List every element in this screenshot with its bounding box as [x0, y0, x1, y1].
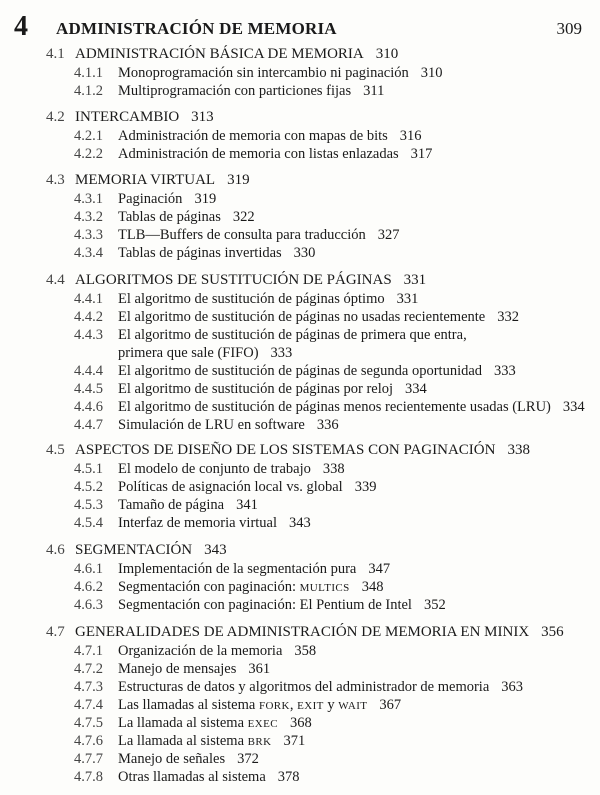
subsection-number: 4.4.2 [74, 309, 103, 325]
subsection-title-wrap [118, 416, 339, 434]
subsection-title-wrap [118, 514, 311, 532]
section-number: 4.2 [46, 109, 65, 125]
section-title: MEMORIA VIRTUAL [75, 172, 216, 188]
subsection-number: 4.7.2 [74, 661, 103, 677]
subsection-title-wrap [118, 750, 259, 768]
subsection-number: 4.5.3 [74, 497, 103, 513]
subsection-number: 4.6.3 [74, 597, 103, 613]
toc-subsection-entry[interactable] [0, 514, 600, 532]
subsection-number: 4.4.1 [74, 291, 103, 307]
section-title-wrap [75, 270, 426, 290]
toc-subsection-entry[interactable] [0, 82, 600, 100]
toc-section [0, 107, 600, 163]
subsection-title: Simulación de LRU en software [118, 417, 305, 433]
subsection-page-number: 317 [410, 146, 433, 162]
subsection-number: 4.1.2 [74, 83, 103, 99]
subsection-title-wrap [118, 768, 300, 786]
section-page-number: 319 [227, 172, 250, 188]
subsection-title-wrap [118, 190, 216, 208]
section-title: ADMINISTRACIÓN BÁSICA DE MEMORIA [75, 46, 364, 62]
subsection-number: 4.3.2 [74, 209, 103, 225]
small-caps-term: MULTICS [299, 582, 350, 594]
subsection-title: Segmentación con paginación: El Pentium de Intel [118, 597, 412, 613]
subsection-number: 4.2.2 [74, 146, 103, 162]
toc-section-entry[interactable] [0, 540, 600, 560]
subsection-number: 4.5.4 [74, 515, 103, 531]
subsection-number: 4.7.6 [74, 733, 103, 749]
section-number: 4.3 [46, 172, 65, 188]
subsection-page-number: 334 [405, 381, 427, 397]
chapter-number: 4 [14, 11, 28, 42]
subsection-title-wrap [118, 660, 270, 678]
subsection-number: 4.3.4 [74, 245, 103, 261]
section-number: 4.5 [46, 442, 65, 458]
subsection-title: Tablas de páginas [118, 209, 221, 225]
subsection-title-wrap [118, 578, 383, 597]
section-number: 4.4 [46, 272, 65, 288]
section-title: SEGMENTACIÓN [75, 542, 193, 558]
toc-subsection-entry[interactable] [0, 660, 600, 678]
toc-subsection-entry[interactable] [0, 696, 600, 714]
subsection-page-number: 363 [501, 679, 524, 695]
chapter-page-number: 309 [556, 19, 582, 38]
subsection-number: 4.7.1 [74, 643, 103, 659]
toc-subsection-entry[interactable] [0, 290, 600, 308]
subsection-page-number: 322 [232, 209, 255, 225]
subsection-title-wrap [118, 496, 258, 514]
subsection-title: La llamada al sistema EXEC [118, 715, 278, 731]
subsection-title: La llamada al sistema BRK [118, 733, 272, 749]
toc-subsection-entry[interactable] [0, 127, 600, 145]
toc-subsection-entry[interactable] [0, 226, 600, 244]
toc-section [0, 622, 600, 786]
subsection-title-wrap [118, 714, 312, 733]
subsection-page-number: 333 [494, 363, 516, 379]
toc-subsection-entry[interactable] [0, 578, 600, 596]
subsection-number: 4.5.1 [74, 461, 103, 477]
subsection-title-wrap [118, 596, 446, 614]
subsection-page-number: 332 [497, 309, 519, 325]
subsection-title: Otras llamadas al sistema [118, 769, 266, 785]
subsection-title: El algoritmo de sustitución de páginas menos recientemente usadas (LRU) [118, 399, 551, 415]
subsection-title: Políticas de asignación local vs. global [118, 479, 343, 495]
section-page-number: 338 [507, 442, 530, 458]
subsection-number: 4.4.7 [74, 417, 103, 433]
subsection-title: El algoritmo de sustitución de páginas óptimo [118, 291, 385, 307]
subsection-title: Manejo de mensajes [118, 661, 237, 677]
chapter-heading [14, 12, 582, 42]
toc-section [0, 540, 600, 614]
subsection-page-number: 327 [377, 227, 400, 243]
subsection-title-wrap [118, 82, 384, 100]
subsection-title: El algoritmo de sustitución de páginas de primera que entra, [118, 327, 467, 343]
section-title-wrap [75, 107, 214, 127]
toc-subsection-entry[interactable] [0, 768, 600, 786]
subsection-page-number: 311 [363, 83, 385, 99]
subsection-page-number: 372 [237, 751, 259, 767]
section-title-wrap [75, 540, 227, 560]
small-caps-term: EXIT [297, 700, 324, 712]
toc-section-entry[interactable] [0, 622, 600, 642]
subsection-title-wrap [118, 380, 427, 398]
section-title-wrap [75, 44, 398, 64]
subsection-title-wrap [118, 362, 516, 380]
subsection-title-wrap [118, 290, 418, 308]
subsection-title-wrap [118, 244, 315, 262]
toc-subsection-entry[interactable] [0, 478, 600, 496]
subsection-title-wrap [118, 326, 467, 344]
section-title: ALGORITMOS DE SUSTITUCIÓN DE PÁGINAS [75, 272, 392, 288]
subsection-title-wrap [118, 127, 422, 145]
section-title-wrap [75, 440, 530, 460]
subsection-page-number: 330 [293, 245, 316, 261]
toc-subsection-entry[interactable] [0, 596, 600, 614]
subsection-page-number: 319 [194, 191, 217, 207]
subsection-page-number: 367 [379, 697, 402, 713]
section-title: ASPECTOS DE DISEÑO DE LOS SISTEMAS CON PAGINACIÓN [75, 442, 496, 458]
subsection-page-number: 371 [283, 733, 306, 749]
subsection-number: 4.6.2 [74, 579, 103, 595]
subsection-title: El algoritmo de sustitución de páginas no usadas recientemente [118, 309, 486, 325]
subsection-page-number: 336 [316, 417, 339, 433]
subsection-title-wrap [118, 145, 432, 163]
toc-subsection-entry[interactable] [0, 308, 600, 326]
toc-section-entry[interactable] [0, 44, 600, 64]
subsection-title: Monoprogramación sin intercambio ni paginación [118, 65, 409, 81]
subsection-number: 4.4.3 [74, 327, 103, 343]
subsection-title-wrap [118, 460, 345, 478]
subsection-number: 4.1.1 [74, 65, 103, 81]
subsection-number: 4.4.5 [74, 381, 103, 397]
toc-subsection-entry[interactable] [0, 678, 600, 696]
subsection-page-number: 316 [399, 128, 422, 144]
toc-subsection-entry[interactable] [0, 380, 600, 398]
subsection-title: TLB—Buffers de consulta para traducción [118, 227, 366, 243]
subsection-page-number: 361 [248, 661, 271, 677]
subsection-title: Multiprogramación con particiones fijas [118, 83, 352, 99]
subsection-title: Organización de la memoria [118, 643, 283, 659]
subsection-title: El modelo de conjunto de trabajo [118, 461, 311, 477]
subsection-title-wrap [118, 642, 316, 660]
section-number: 4.7 [46, 624, 65, 640]
subsection-title-wrap [118, 308, 519, 326]
section-page-number: 356 [541, 624, 564, 640]
subsection-page-number: 339 [354, 479, 377, 495]
subsection-number: 4.7.8 [74, 769, 103, 785]
section-page-number: 331 [403, 272, 427, 288]
small-caps-term: BRK [247, 736, 272, 748]
subsection-page-number: 352 [423, 597, 446, 613]
toc-subsection-entry[interactable] [0, 244, 600, 262]
subsection-page-number: 333 [270, 345, 293, 361]
subsection-page-number: 341 [236, 497, 258, 513]
small-caps-term: FORK [258, 700, 290, 712]
subsection-number: 4.4.6 [74, 399, 103, 415]
subsection-title-wrap [118, 64, 442, 82]
subsection-title-continuation: primera que sale (FIFO) [118, 345, 259, 361]
toc-subsection-entry[interactable] [0, 714, 600, 732]
subsection-page-number: 310 [420, 65, 443, 81]
small-caps-term: WAIT [338, 700, 368, 712]
toc-section [0, 440, 600, 532]
section-title: GENERALIDADES DE ADMINISTRACIÓN DE MEMORIA EN MINIX [75, 624, 530, 640]
subsection-title: Administración de memoria con listas enlazadas [118, 146, 399, 162]
toc-section-entry[interactable] [0, 170, 600, 190]
toc-section-entry[interactable] [0, 270, 600, 290]
toc-subsection-entry[interactable] [0, 208, 600, 226]
section-title-wrap [75, 622, 564, 642]
subsection-title: Estructuras de datos y algoritmos del administrador de memoria [118, 679, 490, 695]
subsection-page-number: 348 [361, 579, 384, 595]
subsection-number: 4.3.1 [74, 191, 103, 207]
section-number: 4.1 [46, 46, 65, 62]
subsection-title: El algoritmo de sustitución de páginas de segunda oportunidad [118, 363, 483, 379]
subsection-title: Implementación de la segmentación pura [118, 561, 357, 577]
subsection-title: Tablas de páginas invertidas [118, 245, 282, 261]
section-title-wrap [75, 170, 250, 190]
section-page-number: 313 [191, 109, 214, 125]
subsection-page-number: 334 [562, 399, 585, 415]
subsection-page-number: 331 [396, 291, 419, 307]
subsection-title-wrap [118, 226, 400, 244]
subsection-title: Administración de memoria con mapas de bits [118, 128, 388, 144]
subsection-page-number: 358 [294, 643, 317, 659]
subsection-title-wrap [118, 398, 585, 416]
toc-subsection-entry[interactable] [0, 398, 600, 416]
small-caps-term: EXEC [247, 718, 278, 730]
toc-subsection-entry[interactable] [0, 362, 600, 380]
toc-subsection-entry[interactable] [0, 642, 600, 660]
toc-subsection-entry[interactable] [0, 560, 600, 578]
subsection-number: 4.7.7 [74, 751, 103, 767]
subsection-number: 4.6.1 [74, 561, 103, 577]
toc-section-entry[interactable] [0, 107, 600, 127]
subsection-title-wrap [118, 478, 376, 496]
toc-subsection-entry[interactable] [0, 145, 600, 163]
toc-subsection-entry[interactable] [0, 496, 600, 514]
toc-subsection-entry[interactable] [0, 416, 600, 434]
subsection-number: 4.5.2 [74, 479, 103, 495]
subsection-number: 4.2.1 [74, 128, 103, 144]
toc-subsection-entry[interactable] [0, 64, 600, 82]
subsection-page-number: 343 [289, 515, 311, 531]
toc-subsection-continuation [0, 344, 600, 362]
subsection-title: Segmentación con paginación: MULTICS [118, 579, 350, 595]
subsection-number: 4.3.3 [74, 227, 103, 243]
subsection-number: 4.7.3 [74, 679, 103, 695]
subsection-page-number: 347 [368, 561, 391, 577]
toc-subsection-entry[interactable] [0, 732, 600, 750]
subsection-title-wrap [118, 678, 523, 696]
subsection-title: Manejo de señales [118, 751, 226, 767]
toc-subsection-entry[interactable] [0, 326, 600, 344]
toc-subsection-entry[interactable] [0, 750, 600, 768]
subsection-number: 4.7.4 [74, 697, 103, 713]
subsection-title: El algoritmo de sustitución de páginas por reloj [118, 381, 394, 397]
section-page-number: 343 [204, 542, 227, 558]
subsection-title-wrap [118, 560, 390, 578]
subsection-title: Interfaz de memoria virtual [118, 515, 278, 531]
subsection-page-number: 368 [289, 715, 312, 731]
subsection-title-wrap [118, 732, 305, 751]
subsection-number: 4.7.5 [74, 715, 103, 731]
toc-section [0, 44, 600, 100]
chapter-title: ADMINISTRACIÓN DE MEMORIA [56, 19, 337, 38]
toc-section [0, 270, 600, 434]
section-page-number: 310 [375, 46, 399, 62]
subsection-title-wrap [118, 208, 255, 226]
subsection-title-wrap [118, 696, 401, 715]
section-title: INTERCAMBIO [75, 109, 180, 125]
toc-subsection-entry[interactable] [0, 190, 600, 208]
subsection-title: Las llamadas al sistema FORK, EXIT y WAIT [118, 697, 368, 713]
subsection-page-number: 338 [322, 461, 345, 477]
toc-subsection-entry[interactable] [0, 460, 600, 478]
section-number: 4.6 [46, 542, 65, 558]
subsection-number: 4.4.4 [74, 363, 103, 379]
subsection-page-number: 378 [277, 769, 300, 785]
subsection-continuation-wrap [118, 344, 292, 362]
toc-section-entry[interactable] [0, 440, 600, 460]
toc-section [0, 170, 600, 262]
subsection-title: Tamaño de página [118, 497, 225, 513]
subsection-title: Paginación [118, 191, 183, 207]
